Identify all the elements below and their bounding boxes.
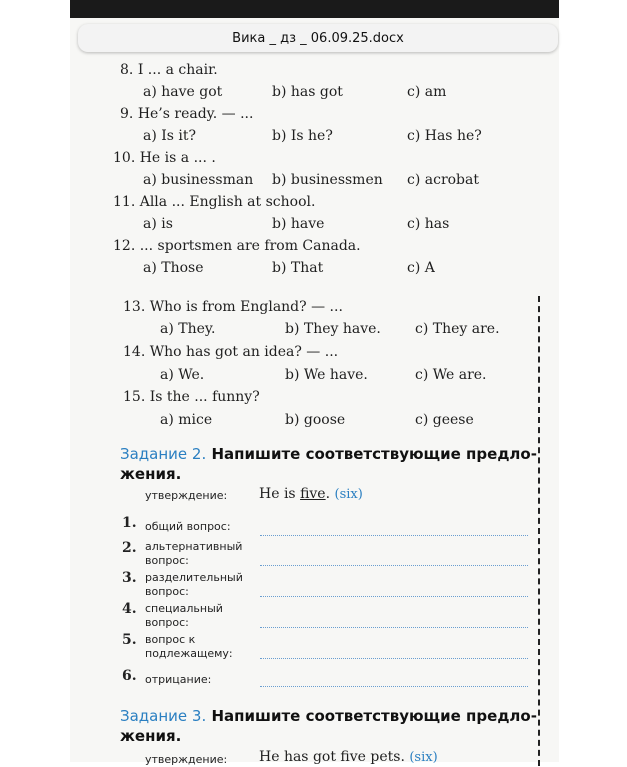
task3-label: Задание 3. xyxy=(120,707,207,725)
item-label xyxy=(145,602,223,630)
question-text: ... sportsmen are from Canada. xyxy=(139,238,361,254)
task3-heading xyxy=(120,707,537,725)
option-a: a) Those xyxy=(143,260,204,276)
option-c: c) geese xyxy=(415,412,474,428)
cut-line xyxy=(538,296,540,766)
task2-title-line1: Напишите соответствующие предло- xyxy=(211,445,537,463)
question-number: 12. xyxy=(113,238,136,254)
statement-sentence xyxy=(259,749,438,765)
option-a: a) have got xyxy=(143,84,223,100)
item-label xyxy=(145,633,233,661)
item-number: 3. xyxy=(122,570,137,586)
item-label-line1: альтернативный xyxy=(145,540,243,553)
statement-sentence xyxy=(259,486,363,502)
option-a: a) We. xyxy=(160,367,205,383)
answer-line-4[interactable] xyxy=(260,627,528,628)
question-number: 15. xyxy=(123,389,146,405)
question-14 xyxy=(123,344,338,360)
question-number: 11. xyxy=(113,194,136,210)
task2-label: Задание 2. xyxy=(120,445,207,463)
question-9 xyxy=(120,106,253,122)
answer-line-5[interactable] xyxy=(260,658,528,659)
item-label-line1: отрицание: xyxy=(145,673,212,686)
item-number: 6. xyxy=(122,668,137,684)
item-label xyxy=(145,571,243,599)
statement-hint: (six) xyxy=(409,750,438,765)
item-label-line2: вопрос: xyxy=(145,616,189,629)
statement-hint: (six) xyxy=(334,487,363,502)
statement-label: утверждение: xyxy=(145,753,228,766)
question-15 xyxy=(123,389,260,405)
option-b: b) have xyxy=(272,216,325,232)
task3-title-line1: Напишите соответствующие предло- xyxy=(211,707,537,725)
option-c: c) am xyxy=(407,84,447,100)
answer-line-1[interactable] xyxy=(260,535,528,536)
option-b: b) Is he? xyxy=(272,128,333,144)
question-text: He’s ready. — ... xyxy=(137,106,254,122)
task2-heading xyxy=(120,445,537,463)
option-b: b) They have. xyxy=(285,321,381,337)
item-number: 4. xyxy=(122,601,137,617)
question-number: 9. xyxy=(120,106,134,122)
item-label-line1: разделительный xyxy=(145,571,243,584)
item-number: 5. xyxy=(122,632,137,648)
statement-label: утверждение: xyxy=(145,489,228,502)
question-number: 13. xyxy=(123,299,146,315)
answer-line-3[interactable] xyxy=(260,596,528,597)
task2-title-line2: жения. xyxy=(120,465,182,483)
item-label-line2: вопрос: xyxy=(145,554,189,567)
option-c: c) A xyxy=(407,260,435,276)
task3-title-line2: жения. xyxy=(120,727,182,745)
question-13 xyxy=(123,299,343,315)
item-label xyxy=(145,520,231,534)
option-c: c) They are. xyxy=(415,321,500,337)
answer-line-6[interactable] xyxy=(260,686,528,687)
option-a: a) businessman xyxy=(143,172,254,188)
question-8 xyxy=(120,62,218,78)
option-c: c) acrobat xyxy=(407,172,479,188)
document-title: Вика _ дз _ 06.09.25.docx xyxy=(232,30,404,46)
question-number: 10. xyxy=(113,150,136,166)
option-a: a) mice xyxy=(160,412,213,428)
option-a: a) is xyxy=(143,216,173,232)
statement-underlined-word: five xyxy=(300,486,326,502)
question-text: He is a ... . xyxy=(139,150,216,166)
option-b: b) That xyxy=(272,260,324,276)
item-label-line1: общий вопрос: xyxy=(145,520,231,533)
question-12 xyxy=(113,238,361,254)
option-b: b) We have. xyxy=(285,367,368,383)
option-c: c) Has he? xyxy=(407,128,482,144)
item-label-line2: подлежащему: xyxy=(145,647,233,660)
question-text: Who has got an idea? — ... xyxy=(149,344,339,360)
option-a: a) They. xyxy=(160,321,216,337)
question-text: Is the ... funny? xyxy=(149,389,260,405)
option-a: a) Is it? xyxy=(143,128,197,144)
question-number: 14. xyxy=(123,344,146,360)
question-text: Alla ... English at school. xyxy=(139,194,316,210)
item-number: 1. xyxy=(122,515,137,531)
answer-line-2[interactable] xyxy=(260,565,528,566)
option-b: b) goose xyxy=(285,412,346,428)
document-title-bar xyxy=(78,24,558,52)
item-label xyxy=(145,673,211,687)
option-c: c) We are. xyxy=(415,367,487,383)
status-bar xyxy=(70,0,559,18)
item-number: 2. xyxy=(122,540,137,556)
question-11 xyxy=(113,194,315,210)
statement-period: . xyxy=(325,486,331,502)
left-margin xyxy=(0,0,70,762)
option-b: b) businessmen xyxy=(272,172,383,188)
item-label-line1: специальный xyxy=(145,602,223,615)
item-label-line2: вопрос: xyxy=(145,585,189,598)
statement-text: He is xyxy=(259,486,301,502)
item-label-line1: вопрос к xyxy=(145,633,196,646)
question-text: I ... a chair. xyxy=(137,62,218,78)
question-10 xyxy=(113,150,216,166)
item-label xyxy=(145,540,242,568)
question-text: Who is from England? — ... xyxy=(149,299,343,315)
statement-text: He has got five pets. xyxy=(259,749,405,765)
question-number: 8. xyxy=(120,62,134,78)
option-b: b) has got xyxy=(272,84,343,100)
option-c: c) has xyxy=(407,216,450,232)
